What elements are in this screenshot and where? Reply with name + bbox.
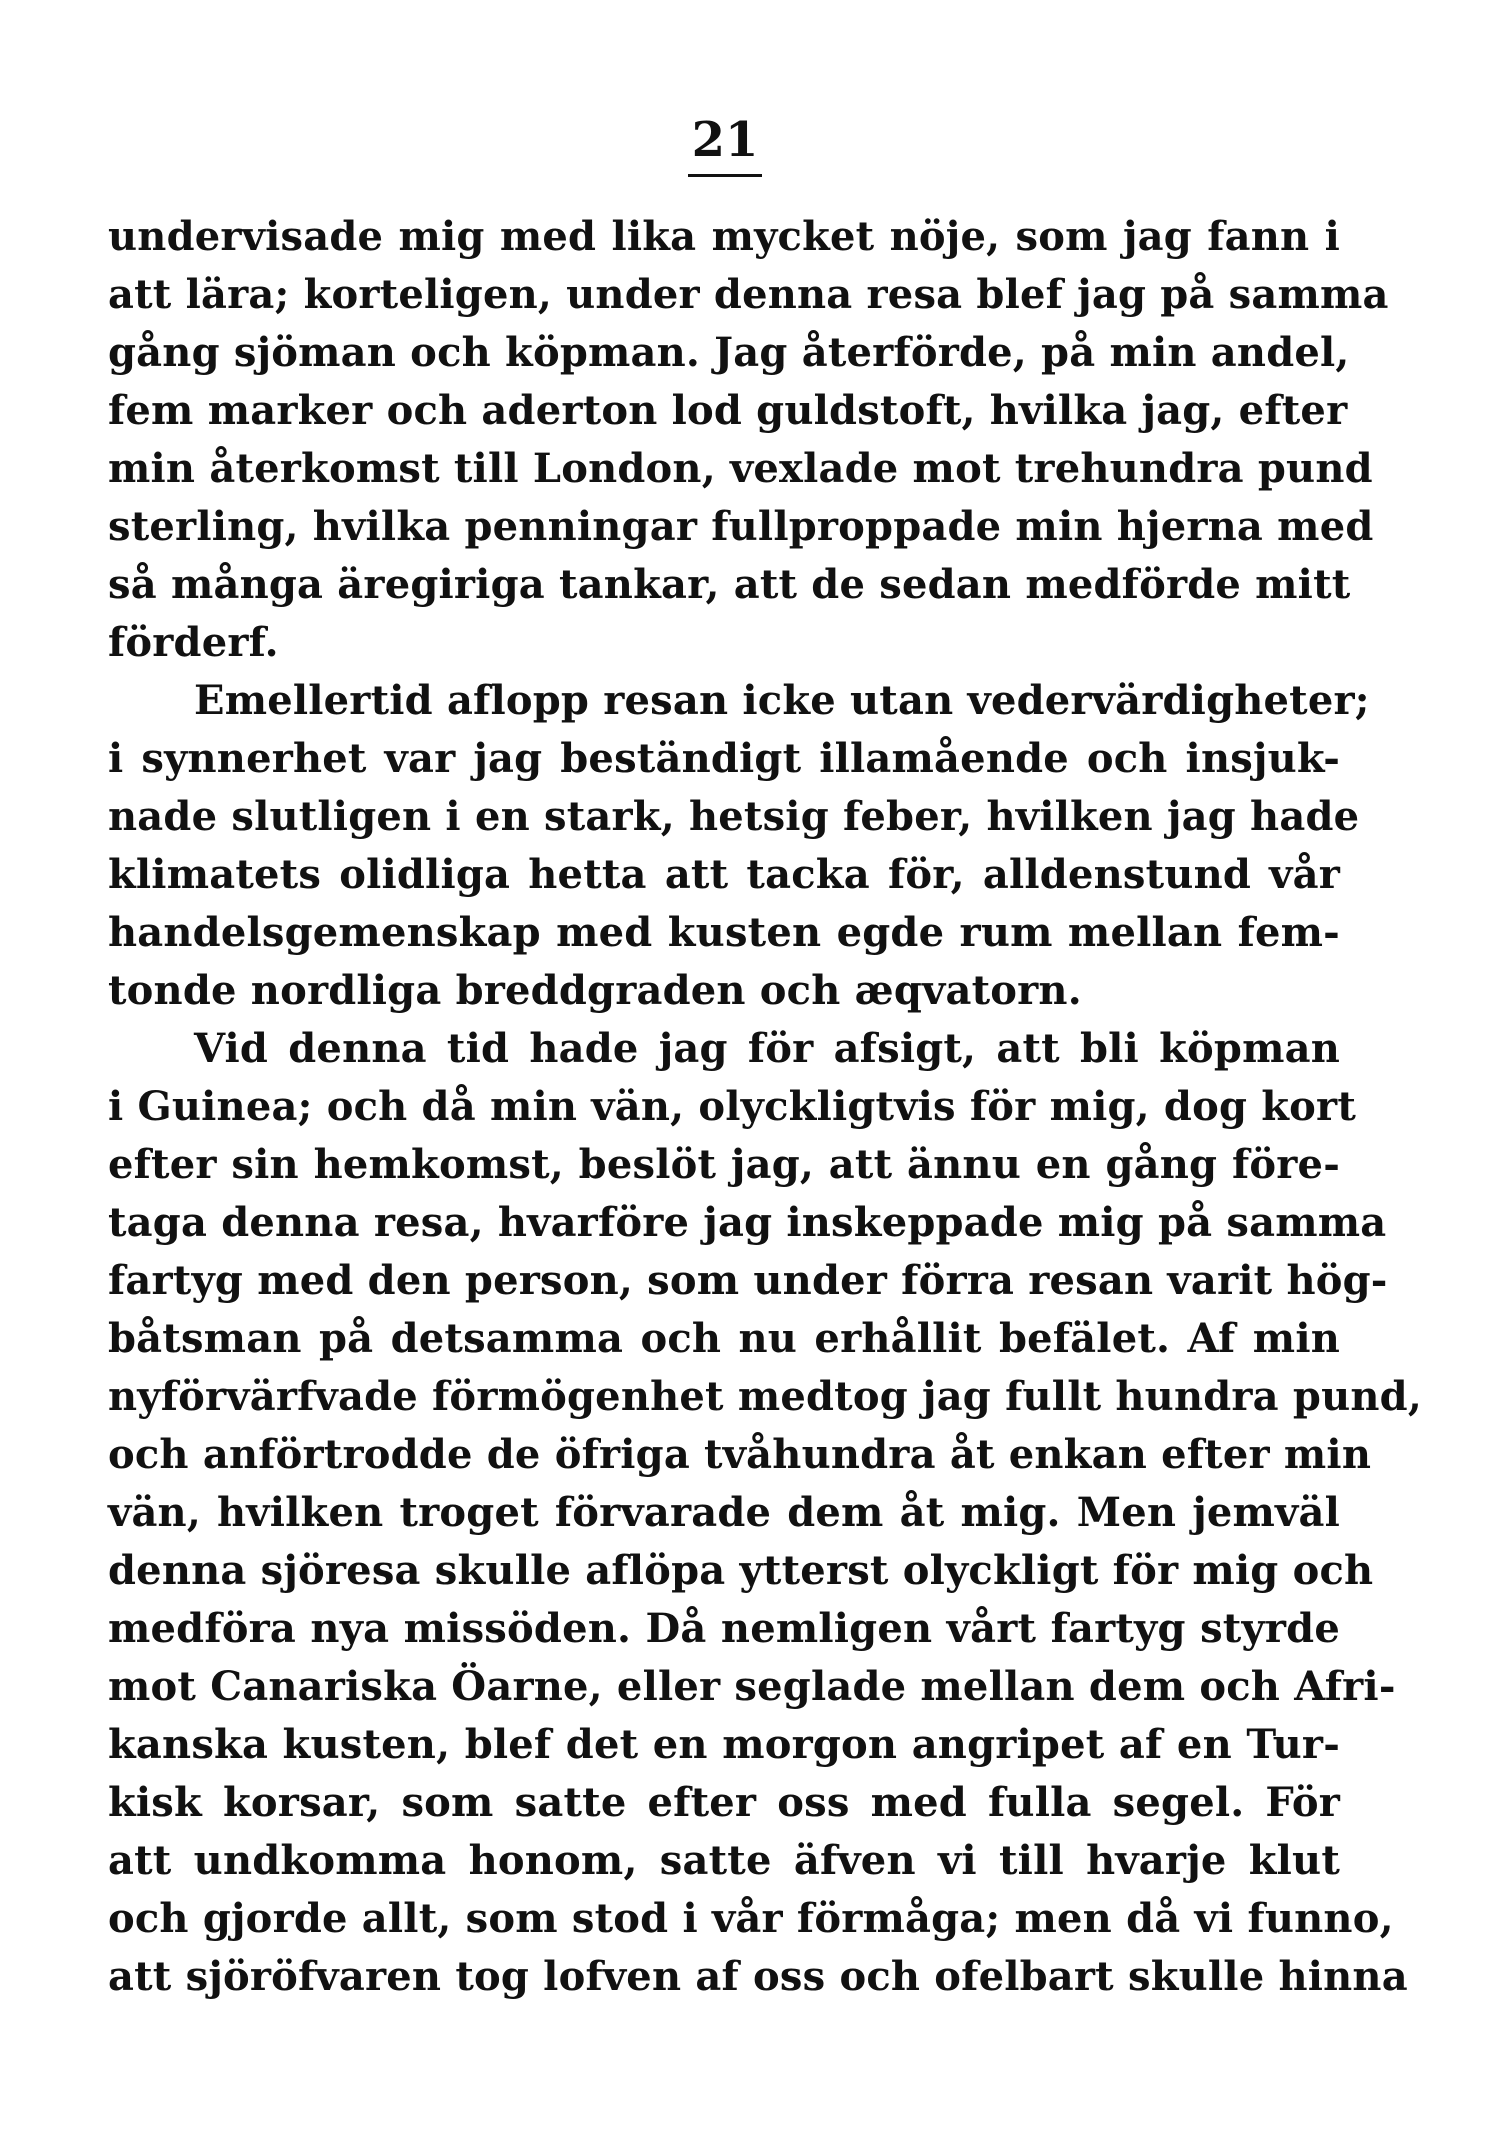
text-line: i synnerhet var jag beständigt illamående och insjuk- [108,735,1340,782]
text-line: att sjöröfvaren tog lofven af oss och ofelbart skulle hinna [108,1953,1408,2000]
text-line: kisk korsar, som satte efter oss med fulla segel. För [108,1779,1340,1826]
text-line: klimatets olidliga hetta att tacka för, alldenstund vår [108,851,1340,898]
text-line: vän, hvilken troget förvarade dem åt mig. Men jemväl [108,1489,1340,1536]
text-line: och gjorde allt, som stod i vår förmåga; men då vi funno, [108,1895,1394,1942]
text-line: handelsgemenskap med kusten egde rum mellan fem- [108,909,1340,956]
text-line: gång sjöman och köpman. Jag återförde, på min andel, [108,329,1350,376]
page-number: 21 [691,112,759,168]
text-line: nade slutligen i en stark, hetsig feber, hvilken jag hade [108,793,1360,840]
text-line: att lära; korteligen, under denna resa blef jag på samma [108,271,1389,318]
text-line: tonde nordliga breddgraden och æqvatorn. [108,967,1082,1014]
paragraph-start-line: Emellertid aflopp resan icke utan vedervärdigheter; [194,677,1370,724]
text-line: i Guinea; och då min vän, olyckligtvis för mig, dog kort [108,1083,1356,1130]
text-line: så många äregiriga tankar, att de sedan medförde mitt [108,561,1351,608]
text-line: min återkomst till London, vexlade mot trehundra pund [108,445,1373,492]
text-line: fartyg med den person, som under förra resan varit hög- [108,1257,1388,1304]
text-line: båtsman på detsamma och nu erhållit befälet. Af min [108,1315,1340,1362]
text-line: undervisade mig med lika mycket nöje, som jag fann i [108,213,1340,260]
text-line: efter sin hemkomst, beslöt jag, att ännu en gång före- [108,1141,1340,1188]
text-line: att undkomma honom, satte äfven vi till hvarje klut [108,1837,1340,1884]
text-line: mot Canariska Öarne, eller seglade mellan dem och Afri- [108,1663,1396,1710]
paragraph-start-line: Vid denna tid hade jag för afsigt, att bli köpman [194,1025,1340,1072]
text-line: fem marker och aderton lod guldstoft, hvilka jag, efter [108,387,1348,434]
text-line: taga denna resa, hvarföre jag inskeppade mig på samma [108,1199,1387,1246]
text-line: förderf. [108,619,279,666]
page-number-rule [688,174,762,177]
text-line: sterling, hvilka penningar fullproppade min hjerna med [108,503,1374,550]
body-text [108,208,1422,2006]
text-line: medföra nya missöden. Då nemligen vårt fartyg styrde [108,1605,1340,1652]
text-line: kanska kusten, blef det en morgon angripet af en Tur- [108,1721,1340,1768]
text-line: denna sjöresa skulle aflöpa ytterst olyckligt för mig och [108,1547,1374,1594]
text-line: nyförvärfvade förmögenhet medtog jag fullt hundra pund, [108,1373,1422,1420]
text-line: och anförtrodde de öfriga tvåhundra åt enkan efter min [108,1431,1372,1478]
